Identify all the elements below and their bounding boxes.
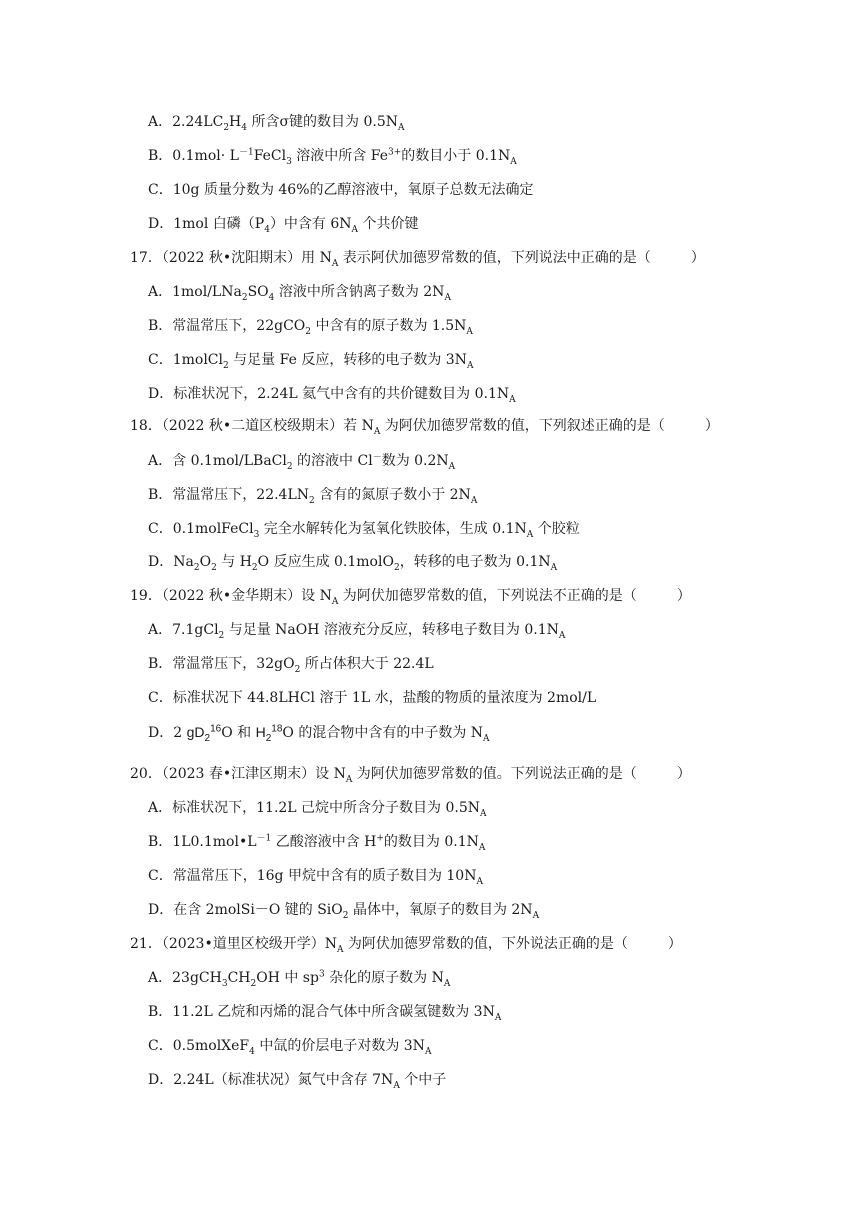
option-c: C．0.5molXeF$_4$ 中氙的价层电子对数为 $3N_A$	[148, 1038, 432, 1057]
option-label: C．	[148, 182, 173, 198]
option-c: C．1molCl$_2$ 与足量 Fe 反应，转移的电子数为 $3N_A$	[148, 352, 474, 371]
option-c: C．常温常压下，16g 甲烷中含有的质子数目为 $10N_A$	[148, 868, 483, 887]
option-b: B．11.2L 乙烷和丙烯的混合气体中所含碳氢键数为 $3N_A$	[148, 1004, 502, 1023]
option-c: C．标准状况下 44.8LHCl 溶于 1L 水，盐酸的物质的量浓度为 2mol/L	[148, 690, 597, 706]
question-20-stem: 20．（2023 春•江津区期末）设 $N_A$ 为阿伏加德罗常数的值。下列说法正确的是（ ）	[130, 766, 691, 785]
option-label: A．	[148, 114, 173, 130]
option-d: D．1mol 白磷$(P_4)$中含有 $6N_A$ 个共价键	[148, 216, 419, 235]
option-label: A．	[148, 453, 173, 469]
option-a: A．$1mol/LNa_2SO_4$ 溶液中所含钠离子数为 $2N_A$	[148, 284, 451, 303]
option-label: C．	[148, 521, 173, 537]
question-21-stem: 21．（2023•道里区校级开学）$N_A$ 为阿伏加德罗常数的值，下外说法正确的是（ ）	[130, 936, 682, 955]
option-c: C．0.1molFeCl$_3$ 完全水解转化为氢氧化铁胶体，生成 $0.1N_A$ 个胶粒	[148, 521, 580, 540]
option-a: A．$23gCH_3CH_2OH$ 中 $sp^3$ 杂化的原子数为 $N_A$	[148, 969, 451, 989]
option-b: B．常温常压下，$32gO_2$ 所占体积大于 22.4L	[148, 656, 434, 675]
option-d: D．标准状况下，2.24L 氦气中含有的共价键数目为 $0.1N_A$	[148, 386, 516, 405]
option-label: A．	[148, 800, 173, 816]
option-a: A．7.1gCl$_2$ 与足量 NaOH 溶液充分反应，转移电子数目为 $0.1N_A$	[148, 622, 566, 641]
option-b: B．$1L0.1mol•L^{-1}$ 乙酸溶液中含 H+的数目为 $0.1N_A$	[148, 833, 486, 853]
option-b: B．常温常压下，$22.4LN_2$ 含有的氮原子数小于 $2N_A$	[148, 487, 478, 506]
option-label: C．	[148, 868, 173, 884]
option-b: B．常温常压下，22gCO$_2$ 中含有的原子数为 $1.5N_A$	[148, 318, 473, 337]
option-label: A．	[148, 622, 173, 638]
question-17-stem: 17．（2022 秋•沈阳期末）用 $N_A$ 表示阿伏加德罗常数的值，下列说法中正确的是（ ）	[130, 250, 705, 269]
option-label: D．	[148, 725, 174, 741]
option-label: B．	[148, 148, 173, 164]
option-label: B．	[148, 318, 173, 334]
option-label: B．	[148, 487, 173, 503]
option-d: D．$Na_2O_2$ 与 $H_2O$ 反应生成 0.1molO$_2$，转移的电子数为 $0.1N_A$	[148, 554, 558, 573]
option-a: A．标准状况下，11.2L 己烷中所含分子数目为 $0.5N_A$	[148, 800, 487, 819]
option-c: C．10g 质量分数为 46%的乙醇溶液中，氧原子总数无法确定	[148, 182, 534, 198]
option-label: A．	[148, 970, 173, 986]
option-label: C．	[148, 1038, 173, 1054]
option-label: D．	[148, 554, 174, 570]
option-label: B．	[148, 656, 173, 672]
option-d: D．2 $gD_2^{16}O$ 和 $H_2^{18}O$ 的混合物中含有的中子数为 $N_A$	[148, 723, 490, 744]
question-19-stem: 19．（2022 秋•金华期末）设 $N_A$ 为阿伏加德罗常数的值，下列说法不正确的是（ ）	[130, 588, 691, 607]
option-d: D．在含 2molSi－O 键的 SiO$_2$ 晶体中，氧原子的数目为 $2N_A$	[148, 902, 540, 921]
option-a: A．$2.24LC_2H_4$ 所含σ键的数目为 $0.5N_A$	[148, 114, 405, 133]
option-label: A．	[148, 284, 173, 300]
question-18-stem: 18．（2022 秋•二道区校级期末）若 $N_A$ 为阿伏加德罗常数的值，下列叙述正确的是（ ）	[130, 418, 719, 437]
option-label: B．	[148, 1004, 173, 1020]
option-label: D．	[148, 1072, 174, 1088]
option-b: B．$0.1mol\cdot L^{-1}FeCl_3$ 溶液中所含 $Fe^{3+}$的数目小于 $0.1N_A$	[148, 147, 517, 167]
option-label: D．	[148, 386, 174, 402]
option-label: C．	[148, 690, 173, 706]
option-label: D．	[148, 216, 174, 232]
option-label: D．	[148, 902, 174, 918]
option-d: D．2.24L（标准状况）氮气中含存 $7N_A$ 个中子	[148, 1072, 447, 1091]
option-a: A．含 0.1mol/LBaCl$_2$ 的溶液中 Cl－数为 $0.2N_A$	[148, 452, 456, 472]
option-label: C．	[148, 352, 173, 368]
option-label: B．	[148, 834, 173, 850]
